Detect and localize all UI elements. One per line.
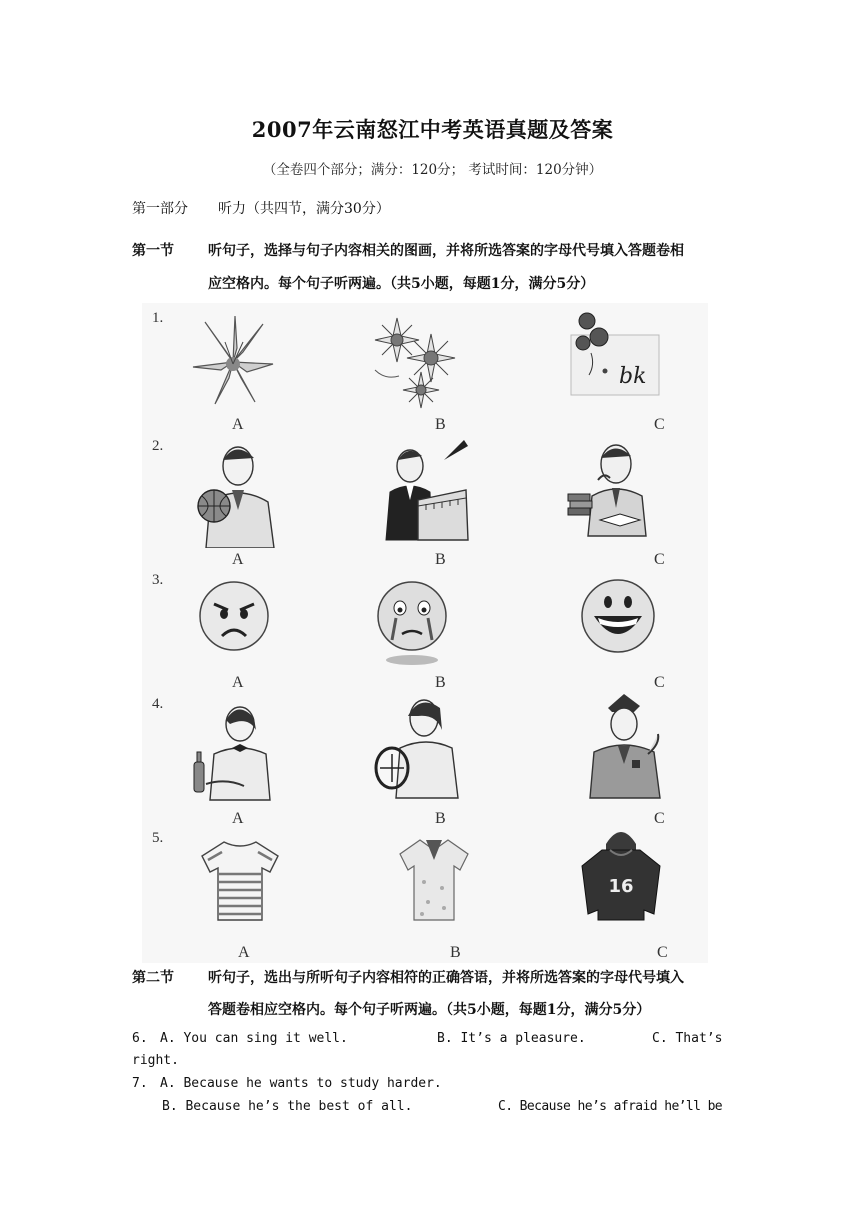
question-number: 6. — [132, 1031, 148, 1046]
option-letter: A — [232, 674, 244, 691]
happy-face-picture — [578, 576, 658, 656]
answer-option-continued: right. — [132, 1053, 179, 1068]
part-text: 听力（共四节，满分30分） — [218, 201, 390, 217]
option-letter: B — [435, 551, 446, 568]
part-heading — [132, 198, 390, 218]
option-letter: A — [232, 810, 244, 827]
option-letter: B — [435, 416, 446, 433]
blouse-picture — [398, 836, 470, 922]
option-letter: A — [232, 551, 244, 568]
exam-info: （全卷四个部分；满分：120分； 考试时间：120分钟） — [262, 162, 603, 178]
section2-line2: 答题卷相应空格内。每个句子听两遍。（共5小题，每题1分，满分5分） — [208, 1002, 651, 1018]
section2-line1: 听句子，选出与所听句子内容相符的正确答语，并将所选答案的字母代号填入 — [208, 970, 684, 986]
woman-driver-picture — [370, 694, 466, 806]
part-label: 第一部分 — [132, 201, 188, 217]
angry-face-picture — [196, 578, 272, 654]
man-at-piano-picture — [378, 440, 473, 548]
option-letter: C — [654, 551, 665, 568]
option-letter: A — [238, 944, 250, 961]
option-letter: C — [657, 944, 668, 961]
picture-question-number: 4. — [152, 696, 164, 712]
page-title: 2007年云南怒江中考英语真题及答案 — [251, 117, 614, 142]
option-letter: C — [654, 810, 665, 827]
section1-label: 第一节 — [132, 243, 174, 259]
answer-option: B. Because he’s the best of all. — [162, 1099, 413, 1114]
hooded-jacket-picture — [580, 826, 662, 922]
question-number: 7. — [132, 1076, 148, 1091]
option-letter: A — [232, 416, 244, 433]
picture-question-number: 1. — [152, 310, 164, 326]
handwriting-text: bk — [619, 364, 647, 389]
man-with-basketball-picture — [188, 440, 280, 548]
picture-question-number: 2. — [152, 438, 164, 454]
option-letter: B — [435, 810, 446, 827]
answer-option: C. That’s — [652, 1031, 723, 1046]
woman-waitress-picture — [186, 700, 278, 808]
answer-option: C. Because he’s afraid he’ll be — [498, 1099, 723, 1114]
option-letter: B — [450, 944, 461, 961]
woman-police-officer-picture — [574, 694, 670, 806]
jersey-number: 16 — [608, 876, 634, 897]
striped-t-shirt-picture — [200, 838, 280, 922]
daisy-bouquet-picture — [365, 310, 465, 412]
option-letter: B — [435, 674, 446, 691]
section1-line1: 听句子，选择与句子内容相关的图画，并将所选答案的字母代号填入答题卷相 — [208, 243, 684, 259]
section1-line2: 应空格内。每个句子听两遍。（共5小题，每题1分，满分5分） — [208, 276, 595, 292]
rose-card-picture — [565, 305, 665, 410]
crying-face-picture — [372, 578, 452, 668]
option-letter: C — [654, 674, 665, 691]
picture-question-number: 5. — [152, 830, 164, 846]
answer-option: A. Because he wants to study harder. — [160, 1076, 442, 1091]
option-letter: C — [654, 416, 665, 433]
answer-option: A. You can sing it well. — [160, 1031, 348, 1046]
man-reading-picture — [564, 436, 662, 546]
answer-option: B. It’s a pleasure. — [437, 1031, 586, 1046]
section2-label: 第二节 — [132, 970, 174, 986]
picture-question-number: 3. — [152, 572, 164, 588]
lily-flower-picture — [185, 312, 280, 412]
